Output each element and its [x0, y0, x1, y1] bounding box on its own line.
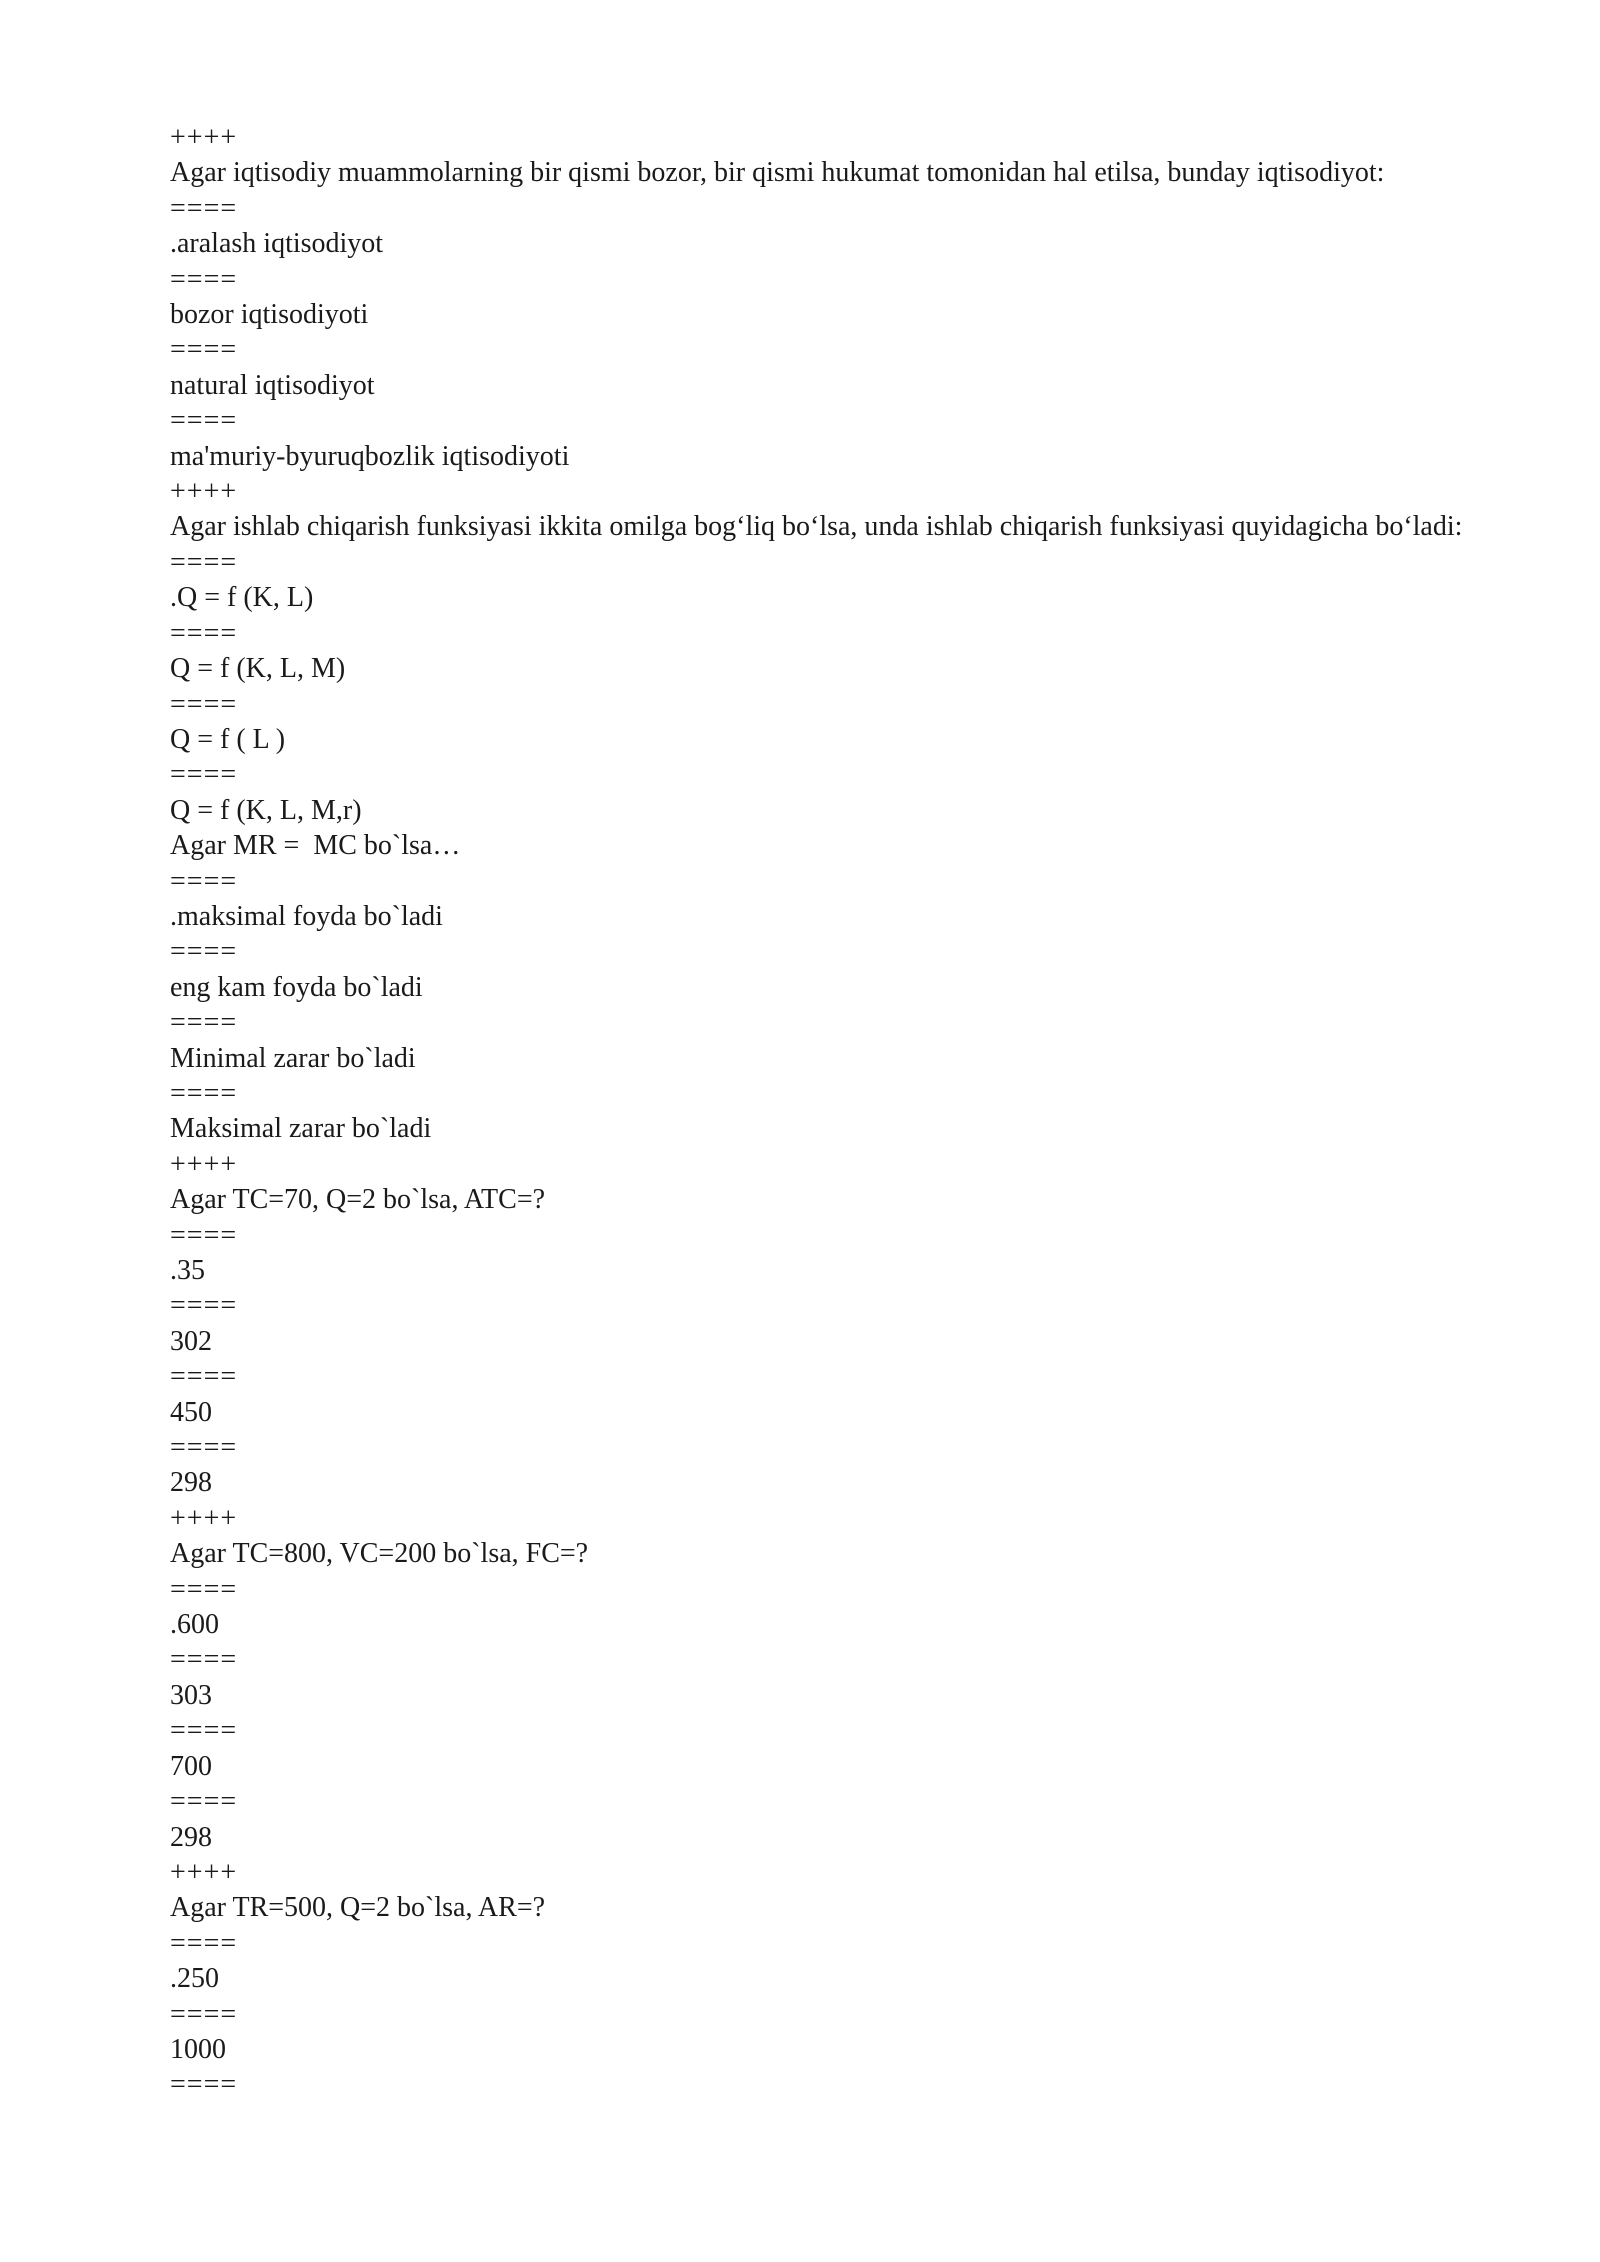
separator: ==== [170, 688, 238, 720]
separator: ++++ [170, 1856, 238, 1888]
answer-option: Q = f (K, L, M) [170, 653, 346, 685]
answer-option: Q = f ( L ) [170, 723, 286, 755]
separator: ==== [170, 2069, 238, 2101]
answer-option: natural iqtisodiyot [170, 369, 375, 401]
answer-option: 303 [170, 1679, 212, 1711]
document-page [170, 120, 1490, 2103]
answer-option: 302 [170, 1325, 212, 1357]
answer-option: .maksimal foyda bo`ladi [170, 900, 443, 932]
separator: ==== [170, 1573, 238, 1605]
question-text: Agar TC=800, VC=200 bo`lsa, FC=? [170, 1538, 589, 1570]
answer-option: Q = f (K, L, M,r) [170, 794, 362, 826]
separator: ==== [170, 1432, 238, 1464]
separator: ++++ [170, 1502, 238, 1534]
separator: ==== [170, 617, 238, 649]
answer-option: .Q = f (K, L) [170, 582, 314, 614]
separator: ==== [170, 1927, 238, 1959]
separator: ==== [170, 936, 238, 968]
answer-option: .600 [170, 1609, 219, 1641]
answer-option: .aralash iqtisodiyot [170, 228, 384, 260]
separator: ==== [170, 1644, 238, 1676]
answer-option: Maksimal zarar bo`ladi [170, 1113, 432, 1145]
separator: ==== [170, 405, 238, 437]
separator: ==== [170, 1077, 238, 1109]
question-text: Agar iqtisodiy muammolarning bir qismi bozor, bir qismi hukumat tomonidan hal etilsa, bunday iqtisodiyot: [170, 157, 1385, 189]
separator: ==== [170, 1998, 238, 2030]
separator: ==== [170, 1007, 238, 1039]
answer-option: 700 [170, 1750, 212, 1782]
question-text: Agar ishlab chiqarish funksiyasi ikkita omilga bog‘liq bo‘lsa, unda ishlab chiqarish funksiyasi quyidagicha bo‘ladi: [170, 511, 1463, 543]
separator: ==== [170, 263, 238, 295]
separator: ++++ [170, 1148, 238, 1180]
answer-option: eng kam foyda bo`ladi [170, 971, 423, 1003]
separator: ==== [170, 865, 238, 897]
separator: ==== [170, 546, 238, 578]
question-text: Agar TR=500, Q=2 bo`lsa, AR=? [170, 1892, 546, 1924]
separator: ==== [170, 334, 238, 366]
separator: ++++ [170, 476, 238, 508]
answer-option: ma'muriy-byuruqbozlik iqtisodiyoti [170, 440, 570, 472]
answer-option: Minimal zarar bo`ladi [170, 1042, 416, 1074]
separator: ==== [170, 1361, 238, 1393]
question-text: Agar TC=70, Q=2 bo`lsa, ATC=? [170, 1184, 546, 1216]
answer-option: 298 [170, 1467, 212, 1499]
answer-option: .35 [170, 1255, 205, 1286]
separator: ==== [170, 1219, 238, 1251]
answer-option: 1000 [170, 2033, 226, 2065]
separator: ==== [170, 1715, 238, 1747]
answer-option: .250 [170, 1963, 219, 1995]
separator: ==== [170, 1290, 238, 1322]
separator: ==== [170, 192, 238, 224]
answer-option: bozor iqtisodiyoti [170, 299, 369, 331]
answer-option: 450 [170, 1396, 212, 1428]
separator: ==== [170, 1786, 238, 1818]
separator: ==== [170, 759, 238, 791]
answer-option: 298 [170, 1821, 212, 1853]
separator: ++++ [170, 122, 238, 153]
question-text: Agar MR = MC bo`lsa… [170, 830, 461, 862]
